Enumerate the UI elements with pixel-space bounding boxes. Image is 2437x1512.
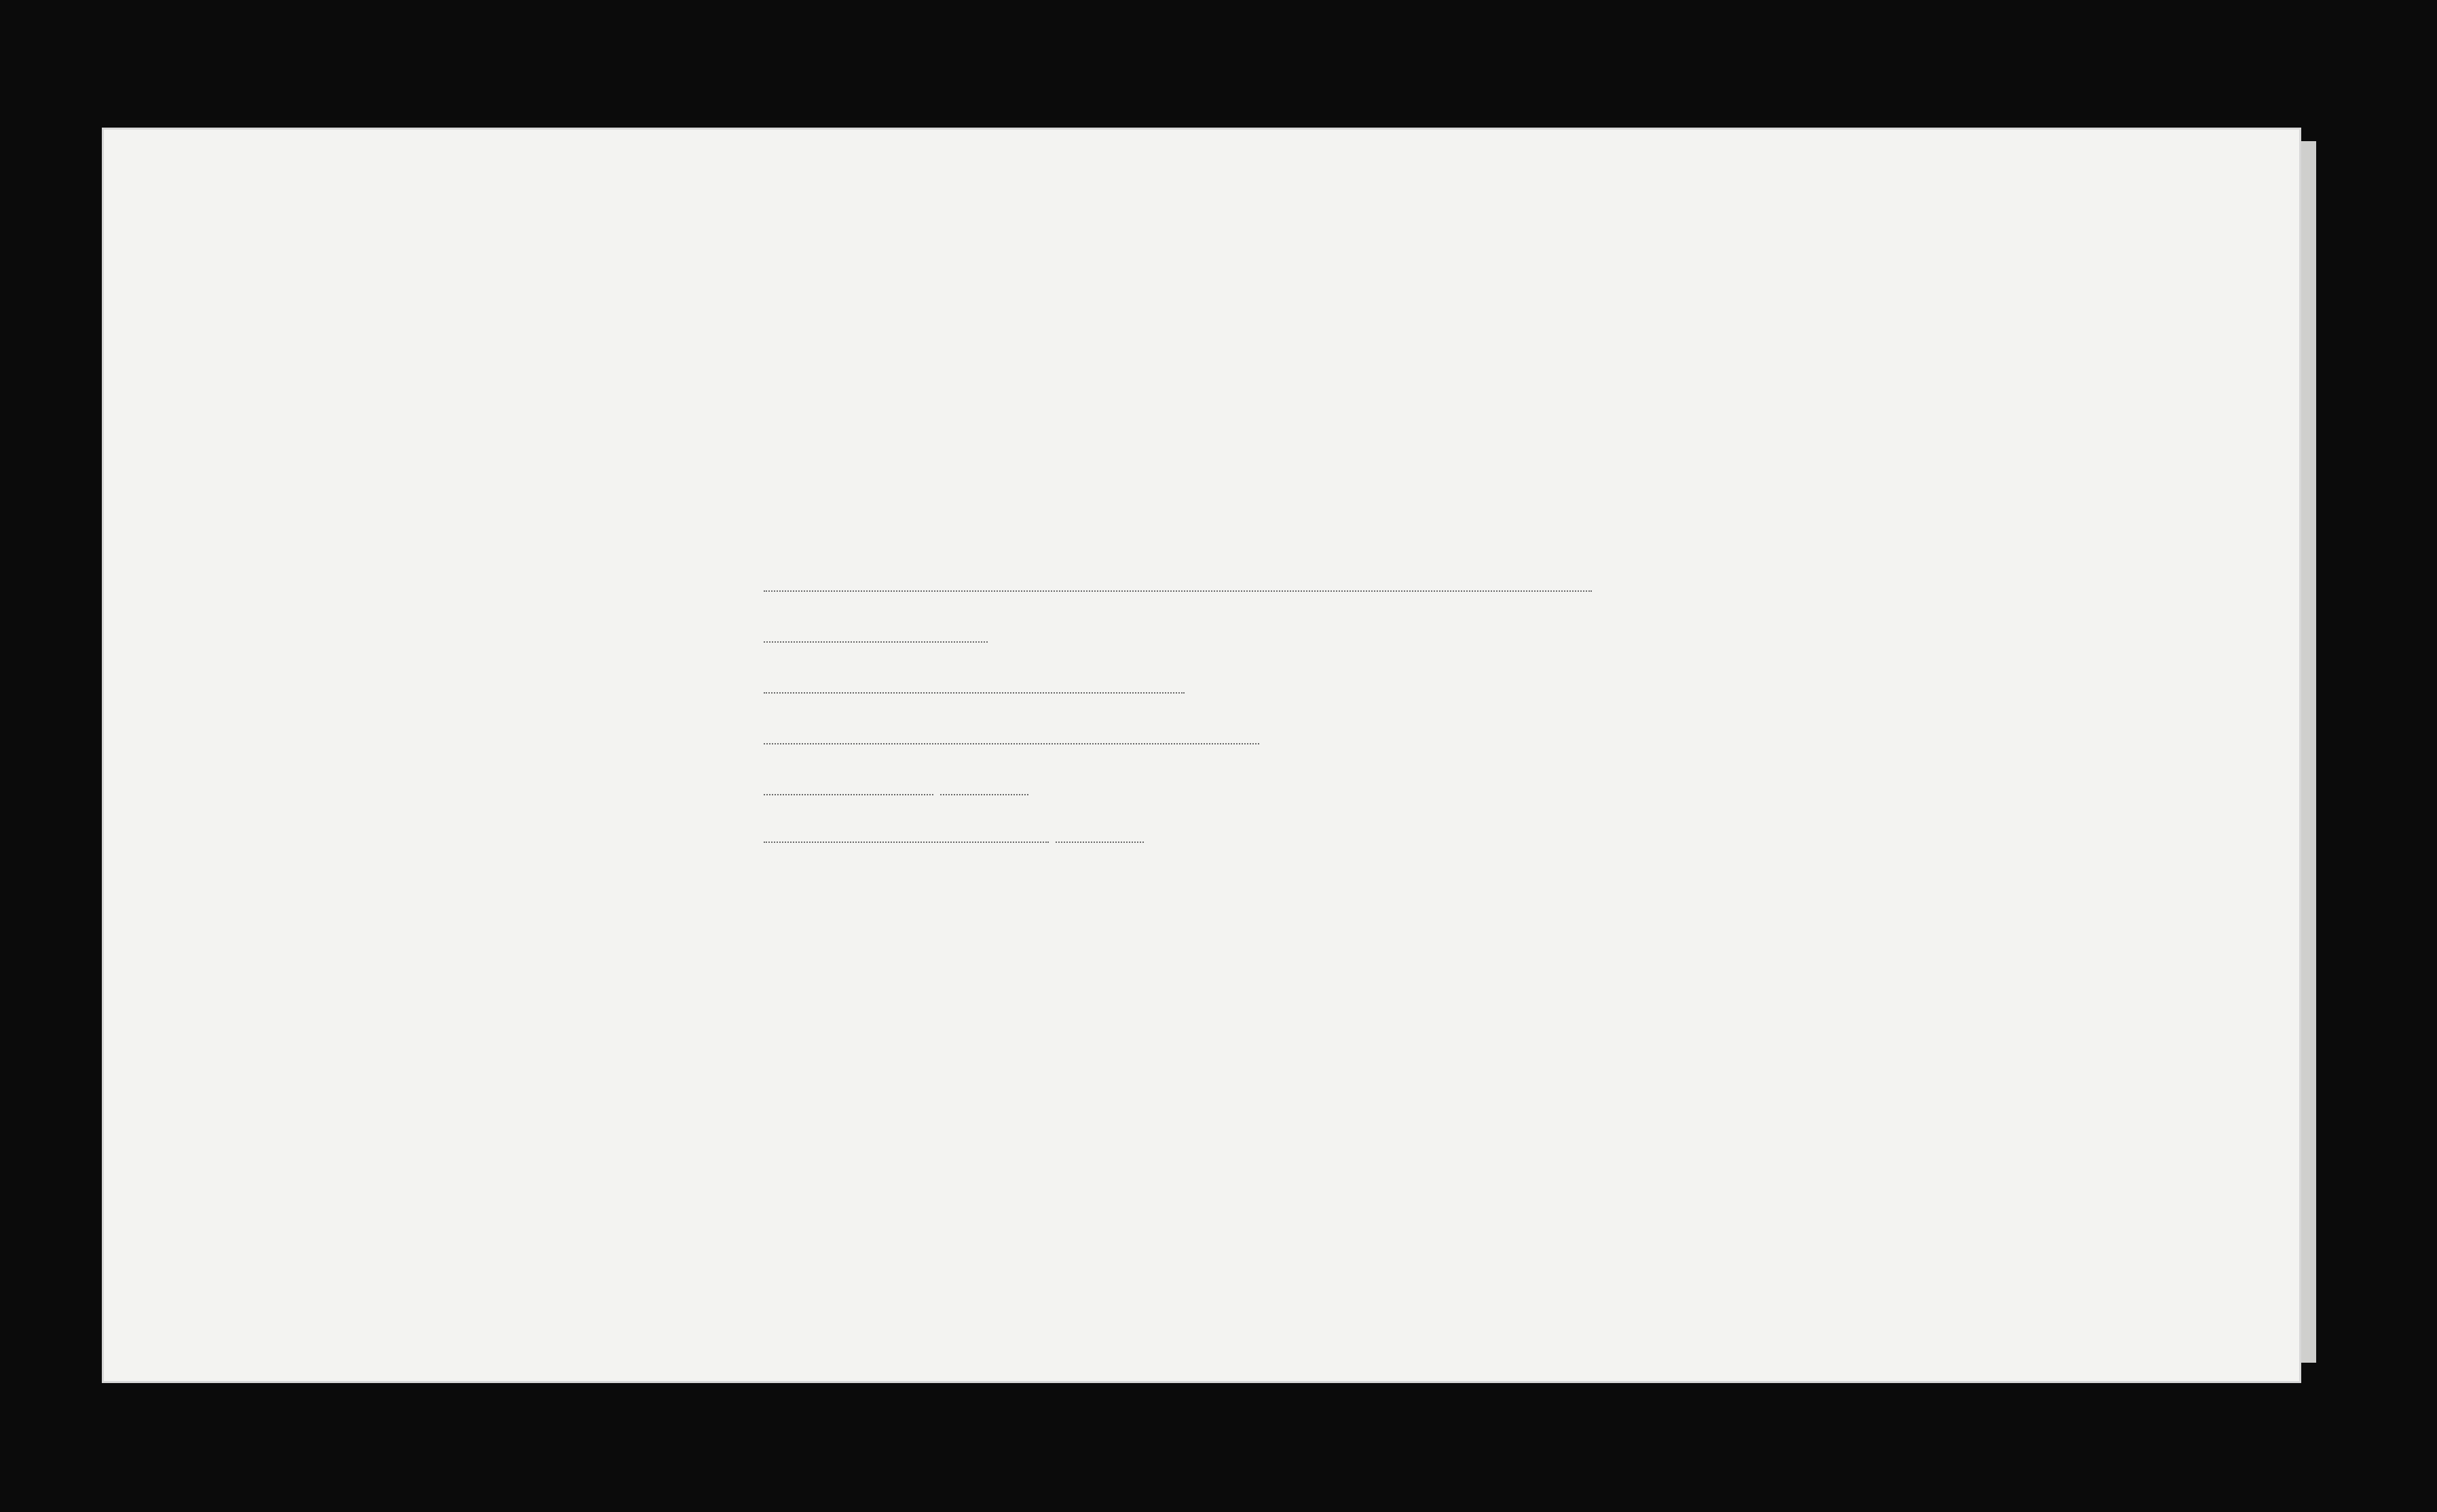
question-5: [764, 779, 1028, 800]
question-4: [764, 728, 1259, 749]
question-2: [764, 626, 988, 647]
men-total-label: [1637, 786, 1664, 847]
question-6: [764, 827, 1144, 848]
vne-nadel-group-label: [136, 1220, 163, 1346]
women-working-label: [1637, 603, 1664, 664]
men-working-label: [1637, 718, 1664, 786]
census-card: [102, 128, 2301, 1383]
nadel-group-label: [136, 1090, 163, 1219]
population-title: [1548, 453, 1595, 861]
women-total-label: [1637, 664, 1664, 718]
question-1b: [764, 575, 1592, 597]
page-edge: [2301, 141, 2316, 1363]
zhenshchiny-label: [1609, 616, 1633, 725]
muzhchiny-label: [1609, 725, 1633, 881]
question-3: [764, 677, 1185, 698]
hired-workers-title: [346, 460, 387, 840]
table-grid: [102, 128, 2301, 1383]
